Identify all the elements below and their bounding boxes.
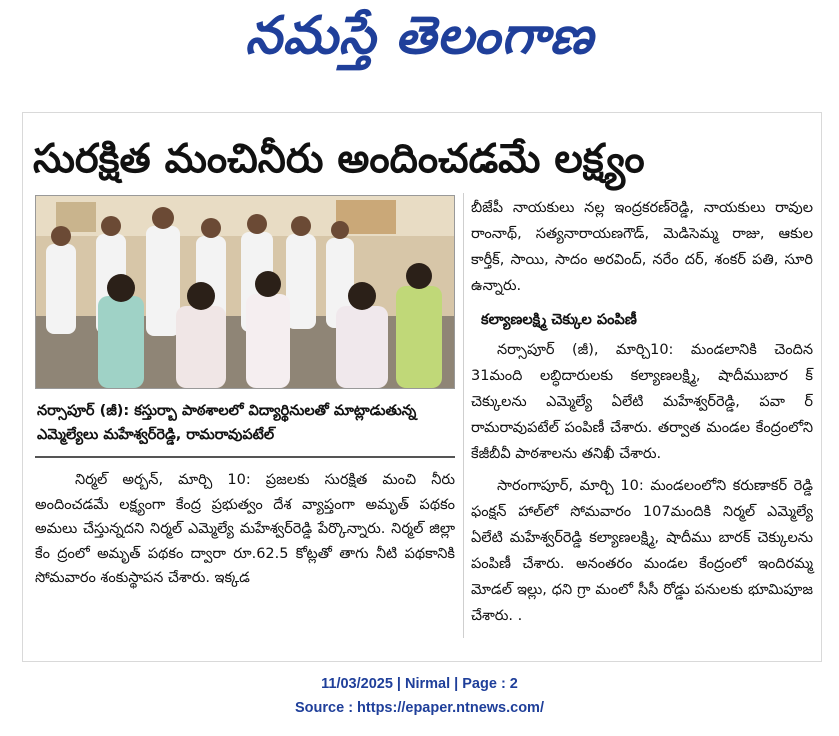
news-clipping bbox=[22, 112, 822, 662]
article-body-right bbox=[471, 195, 813, 635]
article-photo bbox=[35, 195, 455, 389]
right-paragraph-3: సారంగాపూర్, మార్చి 10: మండలంలోని కరుణాకర్ రెడ్డి ఫంక్షన్ హాల్‌లో సోమవారం 107మందికి నిర్మల్ ఎమ్మెల్యే ఏలేటి మహేశ్వర్‌రెడ్డి కల్యాణలక్ష్మి, షాదీము బారక్ చెక్కులను పంపిణీ చేశారు. అనంతరం మండల కేంద్రంలో ఇందిరమ్మ మోడల్ ఇల్లు, ధని గ్రా మంలో సీసీ రోడ్డు పనులకు భూమిపూజ చేశారు. . bbox=[471, 478, 813, 624]
article-headline: సురక్షిత మంచినీరు అందించడమే లక్ష్యం bbox=[33, 136, 645, 182]
footer-dateline: 11/03/2025 | Nirmal | Page : 2 bbox=[321, 676, 518, 692]
footer-source: Source : https://epaper.ntnews.com/ bbox=[295, 700, 544, 716]
photo-illustration bbox=[36, 196, 454, 388]
column-divider bbox=[463, 193, 464, 638]
section-subheading: కల్యాణలక్ష్మి చెక్కుల పంపిణీ bbox=[481, 312, 637, 328]
photo-caption: నర్సాపూర్ (జీ): కస్తుర్బా పాఠశాలలో విద్యార్థినులతో మాట్లాడుతున్న ఎమ్మెల్యేలు మహేశ్వర్‌రెడ్డి, రామరావుపటేల్ bbox=[37, 403, 417, 443]
article-body-left: నిర్మల్ అర్బన్, మార్చి 10: ప్రజలకు సురక్షిత మంచి నీరు అందించడమే లక్ష్యంగా కేంద్ర ప్రభుత్వం దేశ వ్యాప్తంగా అమృత్ పథకం అమలు చేస్తున్నదని నిర్మల్ ఎమ్మెల్యే మహేశ్వర్‌రెడ్డి పేర్కొన్నారు. నిర్మల్ జిల్లా కేం ద్రంలో అమృత్ పథకం ద్వారా రూ.62.5 కోట్లతో తాగు నీటి పథకానికి సోమవారం శంకుస్థాపన చేశారు. ఇక్కడ bbox=[35, 472, 455, 586]
right-paragraph-1: బీజేపీ నాయకులు నల్ల ఇంద్రకరణ్‌రెడ్డి, నాయకులు రావుల రాంనాథ్, సత్యనారాయణగౌడ్, మెడిసెమ్మ రాజు, ఆకుల కార్తీక్, సాయి, సాదం అరవింద్, నరేం దర్, శంకర్ పతి, సూరి ఉన్నారు. bbox=[471, 200, 813, 294]
newspaper-masthead bbox=[0, 0, 839, 92]
caption-divider bbox=[35, 456, 455, 458]
right-paragraph-2: నర్సాపూర్ (జీ), మార్చి10: మండలానికి చెందిన 31మంది లబ్ధిదారులకు కల్యాణలక్ష్మి, షాదీముబార క్ చెక్కులను ఎమ్మెల్యే ఏలేటి మహేశ్వర్‌రెడ్డి, పవా ర్ రామరావుపటేల్ పంపిణీ చేశారు. తర్వాత మండల కేంద్రంలోని కేజీబీవీ పాఠశాలను తనిఖీ చేశారు. bbox=[471, 342, 813, 462]
masthead-title: నమస్తే తెలంగాణ bbox=[245, 6, 594, 66]
